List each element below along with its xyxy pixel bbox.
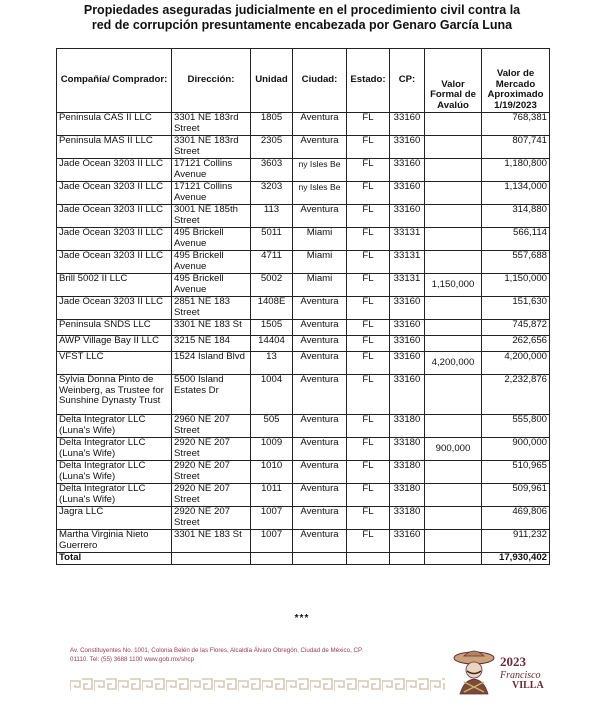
cell-zip: 33160: [390, 530, 425, 553]
cell-market: 469,806: [482, 507, 550, 530]
cell-city: Aventura: [293, 415, 347, 438]
document-title: [40, 3, 564, 32]
cell-zip: 33160: [390, 159, 425, 182]
logo-name-line-1: Francisco: [500, 670, 541, 681]
cell-city: Aventura: [293, 352, 347, 375]
cell-market: 911,232: [482, 530, 550, 553]
header-unit: Unidad: [251, 49, 293, 113]
cell-state: FL: [347, 159, 390, 182]
cell-address: 2920 NE 207 Street: [172, 438, 251, 461]
table-row: [57, 375, 550, 415]
total-row: [57, 553, 550, 565]
cell-city: Aventura: [293, 320, 347, 336]
cell-appraisal: 1,150,000: [425, 274, 482, 297]
cell-city: Aventura: [293, 205, 347, 228]
cell-unit: 5011: [251, 228, 293, 251]
table-row: [57, 297, 550, 320]
cell-unit: 1010: [251, 461, 293, 484]
cell-company: AWP Village Bay II LLC: [57, 336, 172, 352]
cell-appraisal: [425, 159, 482, 182]
cell-company: Delta Integrator LLC (Luna's Wife): [57, 461, 172, 484]
cell-city: Aventura: [293, 461, 347, 484]
cell-state: FL: [347, 484, 390, 507]
cell-state: FL: [347, 530, 390, 553]
cell-company: Brill 5002 II LLC: [57, 274, 172, 297]
cell-market: 566,114: [482, 228, 550, 251]
cell-address: 3301 NE 183 St: [172, 530, 251, 553]
cell-market: 262,656: [482, 336, 550, 352]
cell-appraisal: [425, 375, 482, 415]
cell-market: 1,134,000: [482, 182, 550, 205]
cell-unit: 2305: [251, 136, 293, 159]
cell-zip: 33160: [390, 375, 425, 415]
cell-appraisal: [425, 461, 482, 484]
cell-city: Aventura: [293, 438, 347, 461]
cell-zip: 33160: [390, 182, 425, 205]
cell-state: FL: [347, 136, 390, 159]
cell-unit: 4711: [251, 251, 293, 274]
cell-zip: 33180: [390, 461, 425, 484]
cell-unit: 1004: [251, 375, 293, 415]
cell-address: 2920 NE 207 Street: [172, 507, 251, 530]
cell-state: FL: [347, 461, 390, 484]
cell-state: FL: [347, 336, 390, 352]
cell-address: 3301 NE 183rd Street: [172, 136, 251, 159]
cell-appraisal: [425, 530, 482, 553]
table-row: [57, 136, 550, 159]
cell-company: Delta Integrator LLC (Luna's Wife): [57, 438, 172, 461]
cell-appraisal: [425, 205, 482, 228]
cell-address: 17121 Collins Avenue: [172, 159, 251, 182]
table-row: [57, 438, 550, 461]
cell-address: 3215 NE 184: [172, 336, 251, 352]
table-row: [57, 251, 550, 274]
cell-zip: 33180: [390, 484, 425, 507]
header-city: Ciudad:: [293, 49, 347, 113]
cell-company: Jade Ocean 3203 II LLC: [57, 159, 172, 182]
cell-company: Delta Integrator LLC (Luna's Wife): [57, 484, 172, 507]
cell-appraisal: [425, 136, 482, 159]
cell-city: ny Isles Be: [293, 182, 347, 205]
cell-unit: 14404: [251, 336, 293, 352]
cell-state: FL: [347, 375, 390, 415]
table-row: [57, 228, 550, 251]
cell-zip: 33160: [390, 320, 425, 336]
cell-unit: 1007: [251, 530, 293, 553]
table-row: [57, 530, 550, 553]
cell-market: 4,200,000: [482, 352, 550, 375]
cell-company: VFST LLC: [57, 352, 172, 375]
cell-appraisal: [425, 415, 482, 438]
footer-address: [70, 647, 460, 664]
cell-city: Miami: [293, 274, 347, 297]
cell-zip: 33160: [390, 205, 425, 228]
cell-state: FL: [347, 228, 390, 251]
table-row: [57, 415, 550, 438]
cell-city: Miami: [293, 251, 347, 274]
logo-year: 2023: [500, 654, 526, 669]
properties-table: [56, 48, 550, 565]
cell-address: 3301 NE 183 St: [172, 320, 251, 336]
cell-unit: 3603: [251, 159, 293, 182]
cell-appraisal: [425, 320, 482, 336]
cell-market: 509,961: [482, 484, 550, 507]
cell-city: Aventura: [293, 375, 347, 415]
cell-zip: 33160: [390, 113, 425, 136]
cell-state: FL: [347, 415, 390, 438]
cell-city: Aventura: [293, 113, 347, 136]
cell-zip: 33131: [390, 251, 425, 274]
cell-market: 151,630: [482, 297, 550, 320]
table-row: [57, 507, 550, 530]
cell-zip: 33160: [390, 136, 425, 159]
cell-city: ny Isles Be: [293, 159, 347, 182]
cell-address: 2920 NE 207 Street: [172, 484, 251, 507]
header-market: Valor de Mercado Aproximado 1/19/2023: [482, 49, 550, 113]
cell-city: Aventura: [293, 336, 347, 352]
logo-name-line-2: VILLA: [512, 680, 544, 691]
cell-market: 2,232,876: [482, 375, 550, 415]
cell-market: 555,800: [482, 415, 550, 438]
cell-company: Jade Ocean 3203 II LLC: [57, 297, 172, 320]
cell-unit: 5002: [251, 274, 293, 297]
cell-unit: 1007: [251, 507, 293, 530]
cell-company: Jade Ocean 3203 II LLC: [57, 182, 172, 205]
footer-line-2: 01110. Tel: (55) 3688 1100 www.gob.mx/shcp: [70, 655, 195, 663]
cell-market: 807,741: [482, 136, 550, 159]
cell-market: 900,000: [482, 438, 550, 461]
cell-appraisal: [425, 336, 482, 352]
cell-unit: 1009: [251, 438, 293, 461]
header-row: [57, 49, 550, 113]
cell-address: 495 Brickell Avenue: [172, 228, 251, 251]
total-empty: [425, 553, 482, 565]
header-address: Dirección:: [172, 49, 251, 113]
cell-address: 3301 NE 183rd Street: [172, 113, 251, 136]
cell-address: 495 Brickell Avenue: [172, 251, 251, 274]
footer-line-1: Av. Constituyentes No. 1001, Colonia Belén de las Flores, Alcaldía Álvaro Obregón, Ciudad de México, CP.: [70, 647, 364, 654]
cell-address: 17121 Collins Avenue: [172, 182, 251, 205]
cell-state: FL: [347, 251, 390, 274]
cell-market: 314,880: [482, 205, 550, 228]
cell-unit: 1505: [251, 320, 293, 336]
cell-state: FL: [347, 274, 390, 297]
table-row: [57, 159, 550, 182]
cell-address: 2960 NE 207 Street: [172, 415, 251, 438]
header-zip: CP:: [390, 49, 425, 113]
cell-appraisal: [425, 228, 482, 251]
cell-unit: 1408E: [251, 297, 293, 320]
cell-appraisal: [425, 484, 482, 507]
cell-appraisal: [425, 113, 482, 136]
cell-company: Jagra LLC: [57, 507, 172, 530]
cell-address: 3001 NE 185th Street: [172, 205, 251, 228]
cell-appraisal: [425, 251, 482, 274]
cell-market: 768,381: [482, 113, 550, 136]
cell-city: Aventura: [293, 507, 347, 530]
cell-zip: 33160: [390, 352, 425, 375]
cell-zip: 33131: [390, 228, 425, 251]
title-line-1: Propiedades aseguradas judicialmente en el procedimiento civil contra la: [83, 3, 521, 17]
cell-company: Peninsula CAS II LLC: [57, 113, 172, 136]
total-empty: [293, 553, 347, 565]
table-row: [57, 182, 550, 205]
table-row: [57, 274, 550, 297]
total-empty: [390, 553, 425, 565]
total-empty: [172, 553, 251, 565]
cell-state: FL: [347, 182, 390, 205]
cell-company: Jade Ocean 3203 II LLC: [57, 228, 172, 251]
total-empty: [251, 553, 293, 565]
cell-address: 1524 Island Blvd: [172, 352, 251, 375]
header-state: Estado:: [347, 49, 390, 113]
cell-appraisal: 4,200,000: [425, 352, 482, 375]
cell-appraisal: [425, 297, 482, 320]
table-row: [57, 113, 550, 136]
cell-state: FL: [347, 297, 390, 320]
cell-market: 745,872: [482, 320, 550, 336]
cell-company: Martha Virginia Nieto Guerrero: [57, 530, 172, 553]
title-line-2: red de corrupción presuntamente encabezada por Genaro García Luna: [91, 17, 513, 32]
cell-city: Aventura: [293, 484, 347, 507]
cell-appraisal: 900,000: [425, 438, 482, 461]
cell-company: Peninsula SNDS LLC: [57, 320, 172, 336]
cell-unit: 505: [251, 415, 293, 438]
cell-address: 2920 NE 207 Street: [172, 461, 251, 484]
table-row: [57, 461, 550, 484]
cell-unit: 1805: [251, 113, 293, 136]
cell-market: 1,150,000: [482, 274, 550, 297]
cell-zip: 33160: [390, 336, 425, 352]
cell-unit: 3203: [251, 182, 293, 205]
cell-city: Aventura: [293, 136, 347, 159]
header-company: Compañía/ Comprador:: [57, 49, 172, 113]
decorative-pattern: [70, 677, 445, 693]
cell-state: FL: [347, 205, 390, 228]
cell-appraisal: [425, 182, 482, 205]
table-body: [57, 113, 550, 553]
cell-city: Aventura: [293, 530, 347, 553]
cell-state: FL: [347, 352, 390, 375]
separator: ***: [294, 613, 310, 624]
cell-appraisal: [425, 507, 482, 530]
table-row: [57, 320, 550, 336]
cell-zip: 33180: [390, 415, 425, 438]
cell-city: Miami: [293, 228, 347, 251]
table-row: [57, 205, 550, 228]
total-market: 17,930,402: [482, 553, 550, 565]
cell-unit: 13: [251, 352, 293, 375]
table-row: [57, 336, 550, 352]
cell-market: 510,965: [482, 461, 550, 484]
cell-city: Aventura: [293, 297, 347, 320]
cell-address: 5500 Island Estates Dr: [172, 375, 251, 415]
cell-address: 2851 NE 183 Street: [172, 297, 251, 320]
cell-state: FL: [347, 320, 390, 336]
cell-state: FL: [347, 507, 390, 530]
table-row: [57, 352, 550, 375]
cell-market: 1,180,800: [482, 159, 550, 182]
total-empty: [347, 553, 390, 565]
cell-company: Delta Integrator LLC (Luna's Wife): [57, 415, 172, 438]
total-label: Total: [57, 553, 172, 565]
cell-company: Sylvia Donna Pinto de Weinberg, as Trustee for Sunshine Dynasty Trust: [57, 375, 172, 415]
cell-address: 495 Brickell Avenue: [172, 274, 251, 297]
cell-company: Peninsula MAS II LLC: [57, 136, 172, 159]
cell-company: Jade Ocean 3203 II LLC: [57, 205, 172, 228]
cell-zip: 33160: [390, 297, 425, 320]
cell-state: FL: [347, 113, 390, 136]
cell-zip: 33180: [390, 507, 425, 530]
header-appraisal: Valor Formal de Avalúo: [425, 49, 482, 113]
cell-zip: 33131: [390, 274, 425, 297]
cell-unit: 113: [251, 205, 293, 228]
cell-company: Jade Ocean 3203 II LLC: [57, 251, 172, 274]
cell-state: FL: [347, 438, 390, 461]
cell-unit: 1011: [251, 484, 293, 507]
table-row: [57, 484, 550, 507]
cell-zip: 33180: [390, 438, 425, 461]
cell-market: 557,688: [482, 251, 550, 274]
